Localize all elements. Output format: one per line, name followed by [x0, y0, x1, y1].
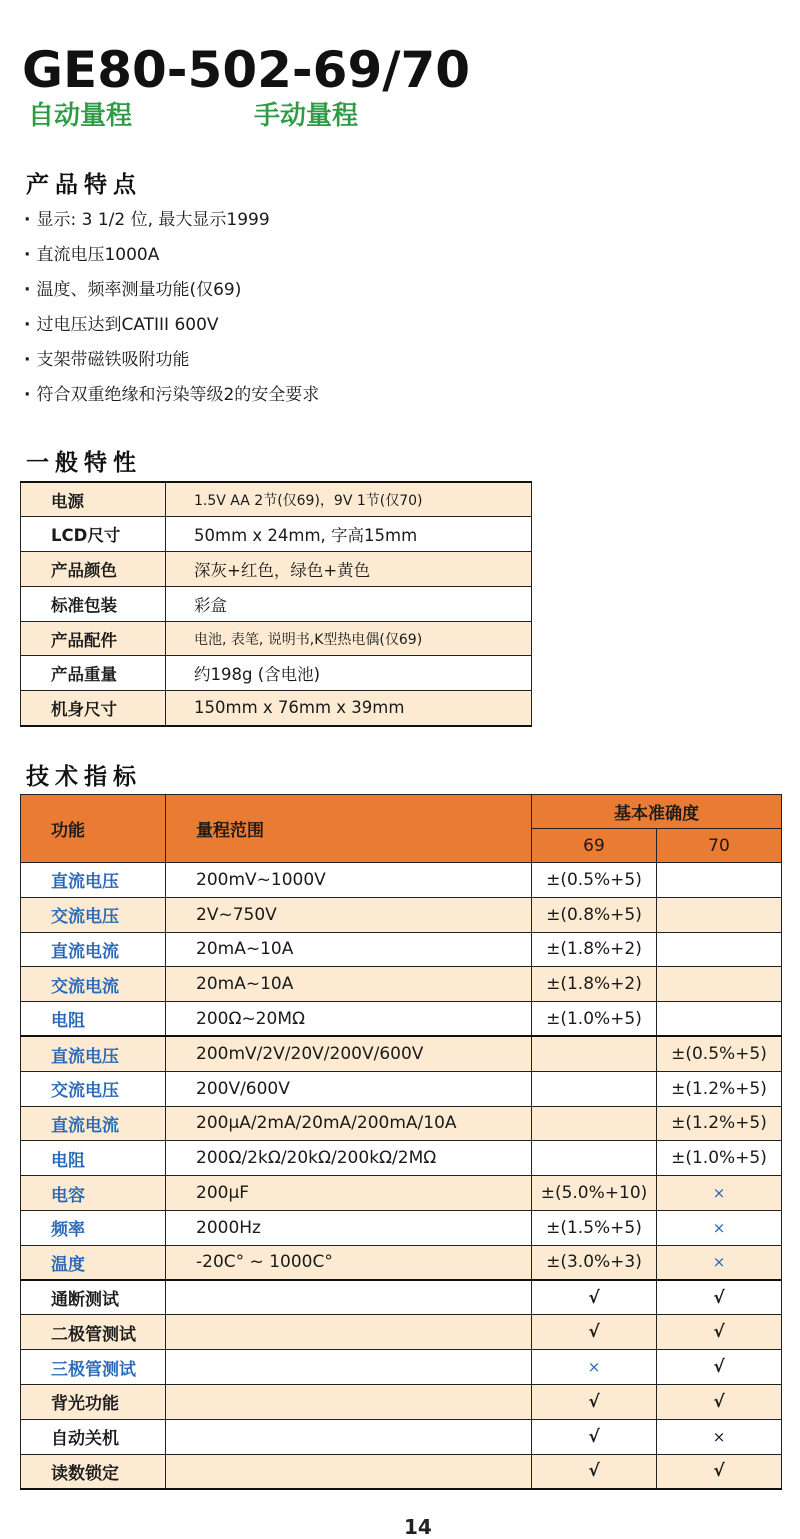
tech-specs-heading: 技术指标: [26, 764, 142, 790]
table-row: [21, 967, 782, 1002]
range-cell: [166, 1419, 532, 1454]
accuracy-69-cell: ±(1.0%+5): [532, 1002, 657, 1037]
table-row: [21, 1106, 782, 1141]
accuracy-69-cell: √: [532, 1419, 657, 1454]
spec-label: 机身尺寸: [21, 691, 166, 726]
range-cell: 20mA~10A: [166, 932, 532, 967]
accuracy-69-cell: ±(0.5%+5): [532, 863, 657, 898]
accuracy-70-cell: [657, 863, 782, 898]
function-cell: 自动关机: [21, 1419, 166, 1454]
spec-value: 彩盒: [166, 586, 532, 621]
features-heading: 产品特点: [26, 172, 142, 198]
function-cell: 通断测试: [21, 1280, 166, 1315]
accuracy-70-cell: ×: [657, 1210, 782, 1245]
accuracy-69-cell: √: [532, 1384, 657, 1419]
table-row: [21, 1141, 782, 1176]
function-header: 功能: [21, 795, 166, 863]
function-cell: 频率: [21, 1210, 166, 1245]
function-cell: 交流电压: [21, 1071, 166, 1106]
accuracy-70-cell: ×: [657, 1245, 782, 1280]
function-cell: 电阻: [21, 1002, 166, 1037]
table-row: [21, 1245, 782, 1280]
page-number-text: 14: [404, 1515, 432, 1539]
accuracy-70-cell: [657, 897, 782, 932]
auto-range-label: 自动量程: [28, 101, 133, 131]
range-cell: [166, 1280, 532, 1315]
range-cell: 200Ω/2kΩ/20kΩ/200kΩ/2MΩ: [166, 1141, 532, 1176]
spec-label: LCD尺寸: [21, 517, 166, 552]
function-cell: 读数锁定: [21, 1454, 166, 1489]
table-row: [21, 621, 532, 656]
table-row: [21, 1036, 782, 1071]
accuracy-69-cell: ±(1.8%+2): [532, 932, 657, 967]
table-row: [21, 1002, 782, 1037]
range-cell: 200Ω~20MΩ: [166, 1002, 532, 1037]
spec-value: 50mm x 24mm, 字高15mm: [166, 517, 532, 552]
product-title: GE80-502-69/70: [22, 41, 471, 99]
table-header-row: [21, 795, 782, 829]
feature-item: · 过电压达到CATIII 600V: [24, 309, 724, 344]
function-cell: 交流电流: [21, 967, 166, 1002]
table-row: [21, 1071, 782, 1106]
feature-item: · 符合双重绝缘和污染等级2的安全要求: [24, 379, 724, 414]
function-cell: 电容: [21, 1176, 166, 1211]
accuracy-69-cell: [532, 1036, 657, 1071]
range-cell: [166, 1384, 532, 1419]
range-cell: 2000Hz: [166, 1210, 532, 1245]
accuracy-70-cell: ±(0.5%+5): [657, 1036, 782, 1071]
spec-value: 150mm x 76mm x 39mm: [166, 691, 532, 726]
table-row: [21, 1315, 782, 1350]
accuracy-70-cell: ±(1.2%+5): [657, 1106, 782, 1141]
table-row: [21, 1210, 782, 1245]
accuracy-70-cell: ±(1.2%+5): [657, 1071, 782, 1106]
table-row: [21, 691, 532, 726]
spec-value: 1.5V AA 2节(仅69)，9V 1节(仅70): [166, 482, 532, 517]
range-cell: 200μF: [166, 1176, 532, 1211]
feature-item: · 直流电压1000A: [24, 239, 724, 274]
table-row: [21, 1176, 782, 1211]
function-cell: 温度: [21, 1245, 166, 1280]
function-cell: 直流电流: [21, 932, 166, 967]
accuracy-69-cell: [532, 1141, 657, 1176]
function-cell: 直流电流: [21, 1106, 166, 1141]
spec-label: 标准包装: [21, 586, 166, 621]
function-cell: 电阻: [21, 1141, 166, 1176]
table-row: [21, 517, 532, 552]
spec-label: 产品颜色: [21, 552, 166, 587]
table-row: [21, 1280, 782, 1315]
table-row: [21, 932, 782, 967]
function-cell: 三极管测试: [21, 1350, 166, 1385]
range-cell: 200mV/2V/20V/200V/600V: [166, 1036, 532, 1071]
model-69-header: 69: [532, 829, 657, 863]
range-cell: 200mV~1000V: [166, 863, 532, 898]
range-cell: [166, 1350, 532, 1385]
features-list: [24, 204, 724, 414]
accuracy-70-cell: ±(1.0%+5): [657, 1141, 782, 1176]
accuracy-70-cell: ×: [657, 1419, 782, 1454]
function-cell: 直流电压: [21, 1036, 166, 1071]
table-row: [21, 1419, 782, 1454]
accuracy-69-cell: ±(5.0%+10): [532, 1176, 657, 1211]
feature-item: · 支架带磁铁吸附功能: [24, 344, 724, 379]
range-cell: [166, 1454, 532, 1489]
range-cell: 200μA/2mA/20mA/200mA/10A: [166, 1106, 532, 1141]
table-row: [21, 897, 782, 932]
accuracy-70-cell: [657, 1002, 782, 1037]
feature-item: · 显示: 3 1/2 位, 最大显示1999: [24, 204, 724, 239]
model-70-header: 70: [657, 829, 782, 863]
manual-range-label: 手动量程: [254, 101, 359, 131]
spec-label: 产品配件: [21, 621, 166, 656]
range-cell: [166, 1315, 532, 1350]
range-cell: 200V/600V: [166, 1071, 532, 1106]
accuracy-70-cell: √: [657, 1280, 782, 1315]
spec-label: 电源: [21, 482, 166, 517]
table-row: [21, 482, 532, 517]
general-specs-table: [20, 481, 532, 727]
accuracy-69-cell: ±(3.0%+3): [532, 1245, 657, 1280]
accuracy-70-cell: ×: [657, 1176, 782, 1211]
accuracy-69-cell: [532, 1071, 657, 1106]
table-row: [21, 586, 532, 621]
tech-specs-table: [20, 794, 782, 1490]
accuracy-69-cell: ±(1.8%+2): [532, 967, 657, 1002]
accuracy-70-cell: √: [657, 1384, 782, 1419]
range-header: 量程范围: [166, 795, 532, 863]
accuracy-70-cell: [657, 967, 782, 1002]
spec-value: 深灰+红色，绿色+黄色: [166, 552, 532, 587]
range-cell: 20mA~10A: [166, 967, 532, 1002]
function-cell: 直流电压: [21, 863, 166, 898]
accuracy-69-cell: [532, 1106, 657, 1141]
table-row: [21, 863, 782, 898]
range-cell: 2V~750V: [166, 897, 532, 932]
accuracy-69-cell: ±(0.8%+5): [532, 897, 657, 932]
table-row: [21, 552, 532, 587]
table-row: [21, 1454, 782, 1489]
accuracy-70-cell: √: [657, 1454, 782, 1489]
table-row: [21, 656, 532, 691]
table-row: [21, 1384, 782, 1419]
range-mode-labels: [28, 98, 728, 134]
accuracy-70-cell: √: [657, 1350, 782, 1385]
feature-item: · 温度、频率测量功能(仅69): [24, 274, 724, 309]
function-cell: 背光功能: [21, 1384, 166, 1419]
accuracy-69-cell: ±(1.5%+5): [532, 1210, 657, 1245]
accuracy-69-cell: √: [532, 1454, 657, 1489]
accuracy-69-cell: √: [532, 1280, 657, 1315]
spec-label: 产品重量: [21, 656, 166, 691]
spec-value: 约198g (含电池): [166, 656, 532, 691]
accuracy-header: 基本准确度: [532, 795, 782, 829]
range-cell: -20C° ~ 1000C°: [166, 1245, 532, 1280]
table-row: [21, 1350, 782, 1385]
accuracy-70-cell: [657, 932, 782, 967]
accuracy-69-cell: √: [532, 1315, 657, 1350]
spec-value: 电池, 表笔, 说明书,K型热电偶(仅69): [166, 621, 532, 656]
page-number: [404, 1515, 438, 1539]
accuracy-69-cell: ×: [532, 1350, 657, 1385]
accuracy-70-cell: √: [657, 1315, 782, 1350]
general-specs-heading: 一般特性: [26, 450, 142, 476]
function-cell: 交流电压: [21, 897, 166, 932]
function-cell: 二极管测试: [21, 1315, 166, 1350]
